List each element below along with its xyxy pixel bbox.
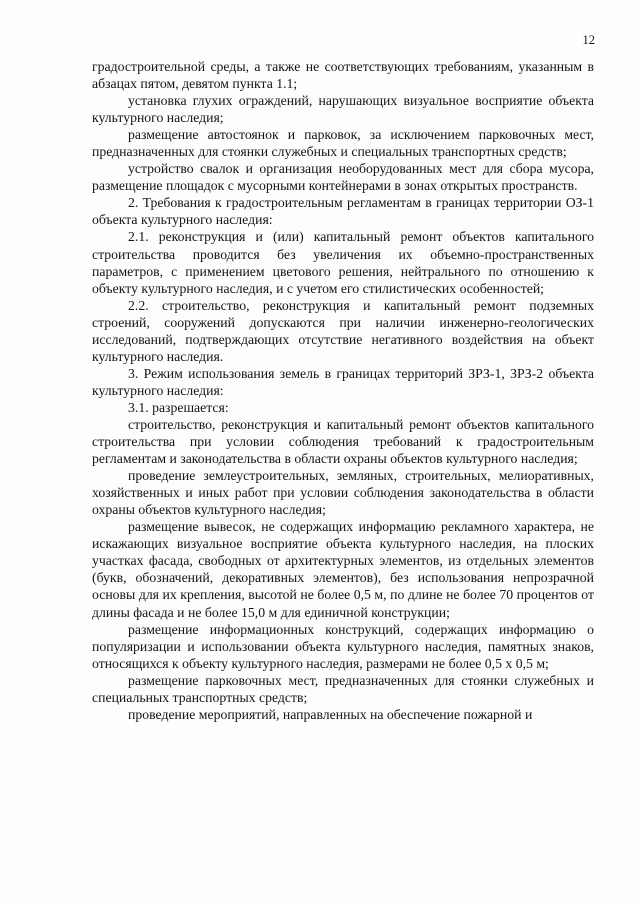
paragraph-continuation: градостроительной среды, а также не соответствующих требованиям, указанным в абзацах пятом, девятом пункта 1.1; bbox=[92, 59, 594, 92]
section-heading-3: 3. Режим использования земель в границах территорий ЗРЗ-1, ЗРЗ-2 объекта культурного наследия: bbox=[92, 365, 594, 398]
paragraph: установка глухих ограждений, нарушающих визуальное восприятие объекта культурного наследия; bbox=[92, 93, 594, 126]
paragraph-2-1: 2.1. реконструкция и (или) капитальный ремонт объектов капитального строительства проводится без увеличения их объемно-пространственных параметров, с применением цветового решения, нейтрального по отношению к объекту культурного наследия, и с учетом его стилистических особенностей; bbox=[92, 229, 594, 296]
document-body bbox=[92, 58, 594, 723]
paragraph-3-1: 3.1. разрешается: bbox=[128, 399, 229, 415]
paragraph: проведение землеустроительных, земляных, строительных, мелиоративных, хозяйственных и иных работ при условии соблюдения законодательства в области охраны объектов культурного наследия; bbox=[92, 468, 594, 518]
section-heading-2: 2. Требования к градостроительным регламентам в границах территории ОЗ-1 объекта культурного наследия: bbox=[92, 195, 594, 228]
paragraph: строительство, реконструкция и капитальный ремонт объектов капитального строительства при условии соблюдения требований к градостроительным регламентам и законодательства в области охраны объектов культурного наследия; bbox=[92, 416, 594, 467]
paragraph: устройство свалок и организация необорудованных мест для сбора мусора, размещение площадок с мусорными контейнерами в зонах открытых пространств. bbox=[92, 161, 594, 194]
paragraph-2-2: 2.2. строительство, реконструкция и капитальный ремонт подземных строений, сооружений допускаются при наличии инженерно-геологических исследований, подтверждающих отсутствие негативного воздействия на объект культурного наследия. bbox=[92, 297, 594, 364]
paragraph: размещение информационных конструкций, содержащих информацию о популяризации и использовании объекта культурного наследия, памятных знаков, относящихся к объекту культурного наследия, размерами не более 0,5 х 0,5 м; bbox=[92, 621, 594, 671]
paragraph: размещение вывесок, не содержащих информацию рекламного характера, не искажающих визуальное восприятие объекта культурного наследия, на плоских участках фасада, свободных от архитектурных элементов, из отдельных элементов (букв, обозначений, декоративных элементов), без использования непрозрачной основы для их крепления, высотой не более 0,5 м, по длине не более 70 процентов от длины фасада и не более 15,0 м для единичной конструкции; bbox=[92, 519, 594, 620]
paragraph: размещение автостоянок и парковок, за исключением парковочных мест, предназначенных для стоянки служебных и специальных транспортных средств; bbox=[92, 127, 594, 160]
paragraph: проведение мероприятий, направленных на обеспечение пожарной и bbox=[128, 706, 533, 722]
page-number: 12 bbox=[582, 33, 595, 47]
paragraph: размещение парковочных мест, предназначенных для стоянки служебных и специальных транспортных средств; bbox=[92, 672, 594, 705]
